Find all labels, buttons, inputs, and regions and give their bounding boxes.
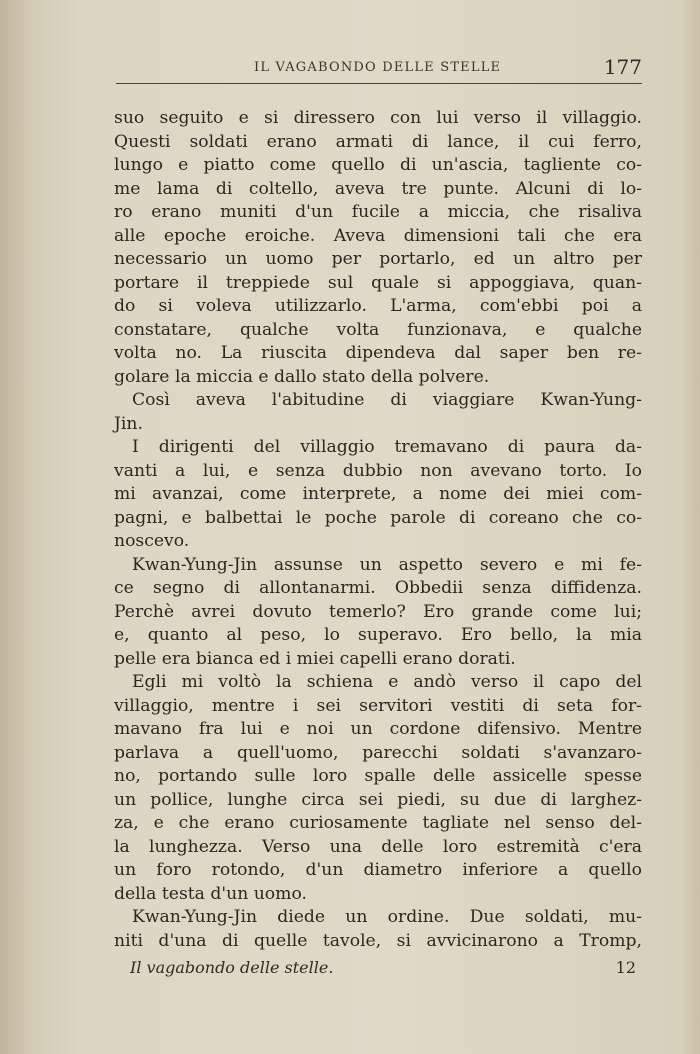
text-line: mi avanzai, come interprete, a nome dei miei com- [114,484,642,504]
text-line: pagni, e balbettai le poche parole di coreano che co- [114,507,642,528]
text-line: Kwan-Yung-Jin assunse un aspetto severo e mi fe- [132,554,642,575]
text-line: necessario un uomo per portarlo, ed un altro per [114,249,642,269]
text-line: me lama di coltello, aveva tre punte. Alcuni di lo- [114,178,642,199]
running-title: IL VAGABONDO DELLE STELLE [254,60,502,75]
text-line: la lunghezza. Verso una delle loro estremità c'era [114,836,642,857]
signature-title: Il vagabondo delle stelle. [130,958,334,977]
text-line: portare il treppiede sul quale si appoggiava, quan- [114,272,642,293]
text-line: niti d'una di quelle tavole, si avvicinarono a Tromp, [114,930,642,951]
text-line: golare la miccia e dallo stato della polvere. [114,366,490,387]
text-line: Perchè avrei dovuto temerlo? Ero grande come lui; [114,601,642,622]
header-rule [116,83,642,84]
body-text [114,107,642,953]
text-line: mavano fra lui e noi un cordone difensivo. Mentre [114,719,642,739]
text-line: Kwan-Yung-Jin diede un ordine. Due soldati, mu- [132,907,642,927]
text-line: villaggio, mentre i sei servitori vestiti di seta for- [114,695,642,716]
text-line: alle epoche eroiche. Aveva dimensioni tali che era [114,225,642,246]
page-footer [116,958,642,984]
text-line: vanti a lui, e senza dubbio non avevano torto. Io [114,460,642,481]
text-line: un foro rotondo, d'un diametro inferiore a quello [114,860,642,880]
text-line: Questi soldati erano armati di lance, il cui ferro, [114,131,642,152]
text-line: lungo e piatto come quello di un'ascia, tagliente co- [114,155,642,175]
text-line: della testa d'un uomo. [114,883,307,904]
text-line: volta no. La riuscita dipendeva dal saper ben re- [114,343,642,363]
text-line: ro erano muniti d'un fucile a miccia, che risaliva [114,202,642,222]
text-line: pelle era bianca ed i miei capelli erano dorati. [114,648,516,669]
signature-mark: 12 [615,958,636,977]
text-line: noscevo. [114,531,190,551]
page-number: 177 [603,55,642,79]
text-line: parlava a quell'uomo, parecchi soldati s'avanzaro- [114,742,642,763]
text-line: Così aveva l'abitudine di viaggiare Kwan-Yung- [132,390,642,410]
text-line: I dirigenti del villaggio tremavano di paura da- [132,437,642,457]
text-line: no, portando sulle loro spalle delle assicelle spesse [114,766,642,786]
text-line: Jin. [114,413,143,434]
text-line: e, quanto al peso, lo superavo. Ero bello, la mia [114,625,642,645]
text-line: ce segno di allontanarmi. Obbedii senza diffidenza. [114,578,642,598]
text-line: za, e che erano curiosamente tagliate nel senso del- [114,813,642,833]
text-line: Egli mi voltò la schiena e andò verso il capo del [132,672,642,692]
text-line: do si voleva utilizzarlo. L'arma, com'ebbi poi a [114,296,642,316]
text-line: suo seguito e si diressero con lui verso il villaggio. [114,108,642,128]
page-header [116,55,642,85]
text-line: constatare, qualche volta funzionava, e qualche [114,319,642,340]
text-line: un pollice, lunghe circa sei piedi, su due di larghez- [114,789,642,810]
